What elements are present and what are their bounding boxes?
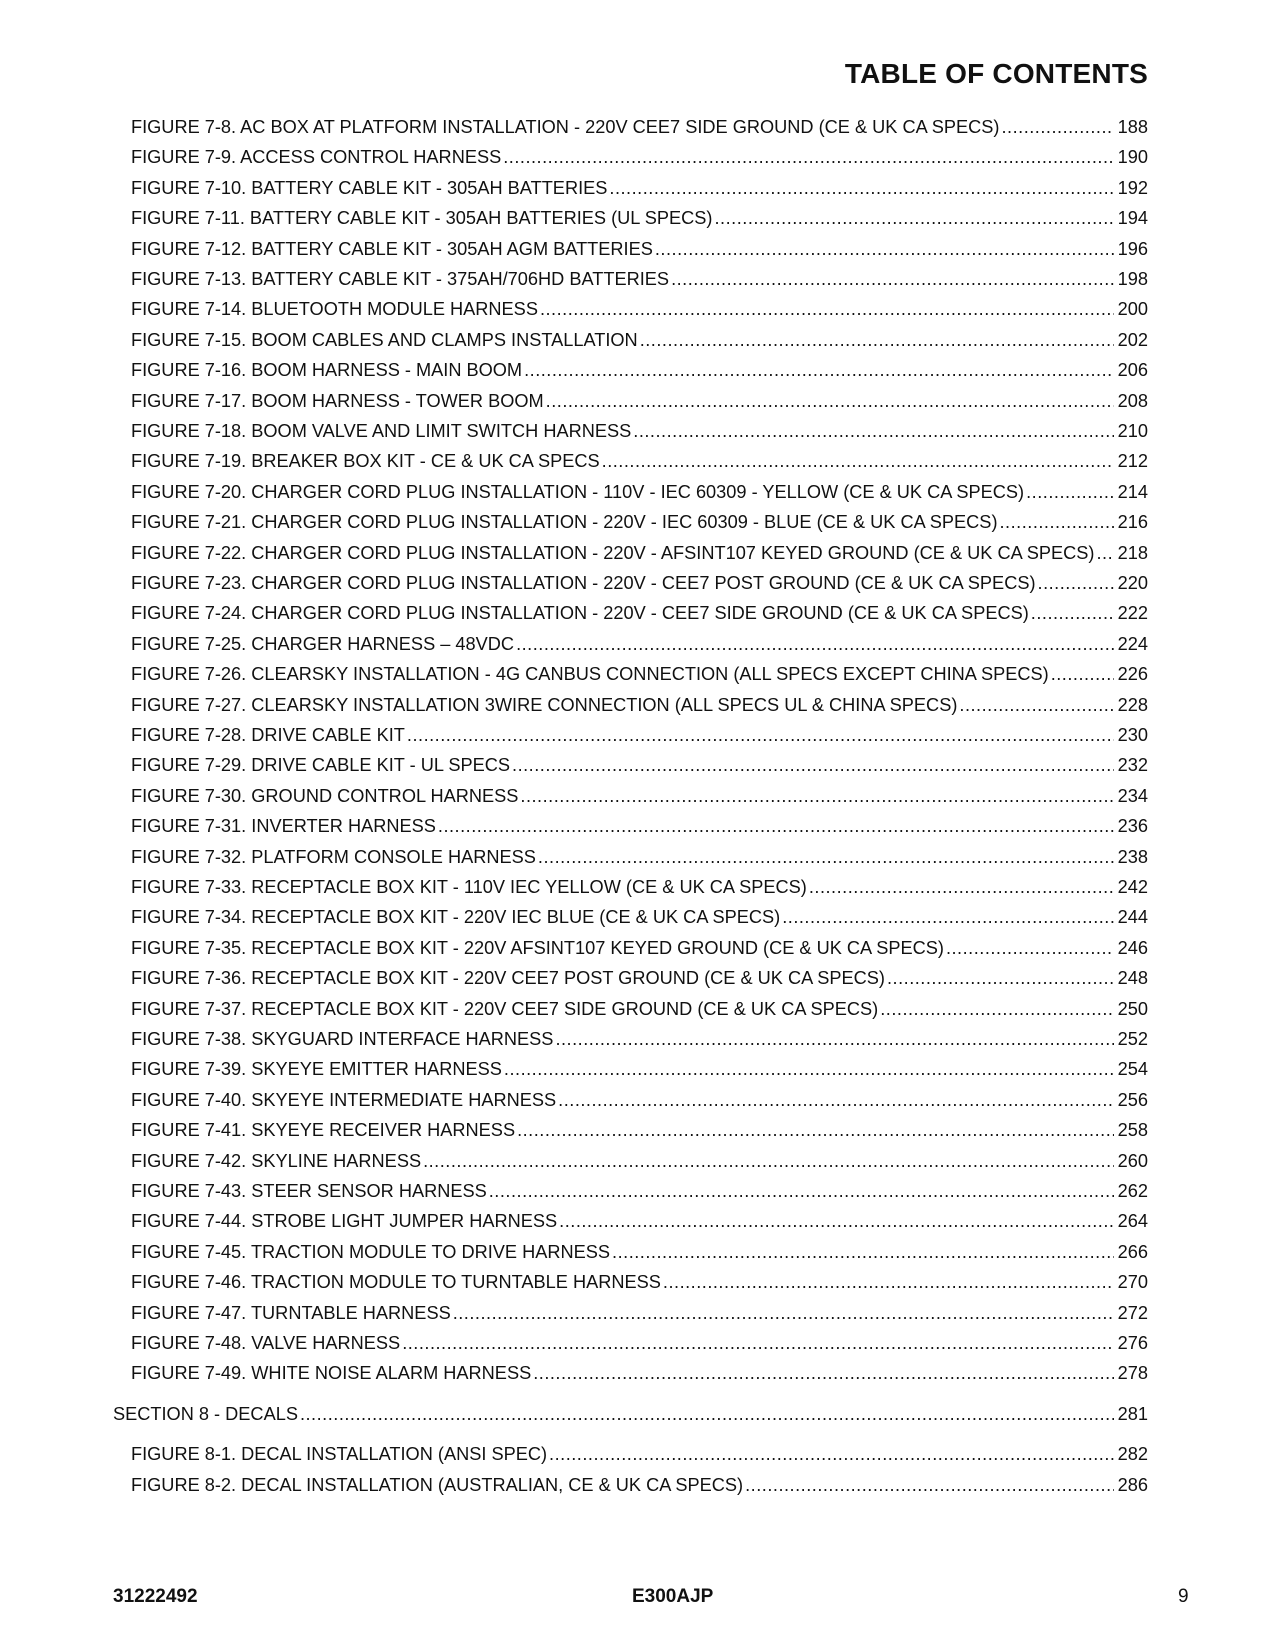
toc-entry-page: 281 bbox=[1117, 1403, 1148, 1424]
toc-entry[interactable] bbox=[131, 1435, 1148, 1465]
toc-entry[interactable] bbox=[131, 1354, 1148, 1384]
toc-entry[interactable] bbox=[131, 290, 1148, 320]
toc-entry-page: 216 bbox=[1117, 512, 1148, 533]
toc-entry[interactable] bbox=[131, 1142, 1148, 1172]
toc-entry[interactable] bbox=[131, 260, 1148, 290]
toc-section-entry[interactable] bbox=[113, 1395, 1148, 1425]
toc-entry-page: 206 bbox=[1117, 360, 1148, 381]
toc-entry-title: FIGURE 7-47. TURNTABLE HARNESS bbox=[131, 1302, 451, 1323]
dot-leader bbox=[517, 1119, 1114, 1141]
toc-entry-page: 262 bbox=[1117, 1181, 1148, 1201]
toc-entry[interactable] bbox=[131, 807, 1148, 837]
toc-entry-page: 228 bbox=[1117, 694, 1148, 715]
toc-entry-title: FIGURE 7-17. BOOM HARNESS - TOWER BOOM bbox=[131, 390, 544, 411]
toc-entry-page: 266 bbox=[1117, 1241, 1148, 1262]
dot-leader bbox=[1096, 542, 1113, 564]
toc-entry[interactable] bbox=[131, 351, 1148, 381]
toc-entry-title: FIGURE 8-2. DECAL INSTALLATION (AUSTRALIAN, CE & UK CA SPECS) bbox=[131, 1474, 744, 1495]
toc-entry-title: FIGURE 7-36. RECEPTACLE BOX KIT - 220V CEE7 POST GROUND (CE & UK CA SPECS) bbox=[131, 968, 885, 989]
page-title: TABLE OF CONTENTS bbox=[844, 58, 1148, 89]
toc-entry-page: 244 bbox=[1117, 907, 1148, 928]
toc-entry[interactable] bbox=[131, 1202, 1148, 1232]
dot-leader bbox=[1026, 481, 1114, 503]
toc-entry-page: 250 bbox=[1117, 998, 1148, 1019]
toc-entry-title: FIGURE 7-27. CLEARSKY INSTALLATION 3WIRE CONNECTION (ALL SPECS UL & CHINA SPECS) bbox=[131, 694, 958, 715]
dot-leader bbox=[300, 1403, 1114, 1425]
toc-entry-title: FIGURE 7-28. DRIVE CABLE KIT bbox=[131, 725, 405, 745]
dot-leader bbox=[946, 937, 1114, 959]
page-footer bbox=[0, 1586, 1275, 1614]
toc-entry[interactable] bbox=[131, 503, 1148, 533]
toc-entry-title: FIGURE 7-39. SKYEYE EMITTER HARNESS bbox=[131, 1059, 502, 1080]
toc-entry-page: 252 bbox=[1117, 1029, 1148, 1049]
toc-entry-title: FIGURE 7-33. RECEPTACLE BOX KIT - 110V IEC YELLOW (CE & UK CA SPECS) bbox=[131, 877, 807, 897]
dot-leader bbox=[520, 785, 1113, 807]
toc-entry-page: 218 bbox=[1117, 542, 1148, 563]
toc-entry-title: FIGURE 7-25. CHARGER HARNESS – 48VDC bbox=[131, 633, 515, 654]
page-number: 9 bbox=[1178, 1586, 1189, 1607]
toc-entry[interactable] bbox=[131, 169, 1148, 199]
toc-entry[interactable] bbox=[131, 625, 1148, 655]
dot-leader bbox=[489, 1180, 1114, 1202]
toc-entry-page: 248 bbox=[1117, 968, 1148, 989]
toc-entry-title: FIGURE 7-42. SKYLINE HARNESS bbox=[131, 1150, 422, 1171]
toc-entry-title: FIGURE 7-37. RECEPTACLE BOX KIT - 220V CEE7 SIDE GROUND (CE & UK CA SPECS) bbox=[131, 998, 879, 1019]
toc-entry-title: FIGURE 7-15. BOOM CABLES AND CLAMPS INSTALLATION bbox=[131, 329, 638, 350]
toc-entry[interactable] bbox=[131, 321, 1148, 351]
toc-entry-page: 222 bbox=[1117, 603, 1148, 624]
toc-entry-page: 210 bbox=[1117, 421, 1148, 441]
toc-entry-page: 220 bbox=[1117, 573, 1148, 593]
toc-entry[interactable] bbox=[131, 686, 1148, 716]
toc-entry[interactable] bbox=[131, 594, 1148, 624]
dot-leader bbox=[549, 1443, 1114, 1465]
toc-entry-title: FIGURE 7-30. GROUND CONTROL HARNESS bbox=[131, 785, 519, 806]
toc-entry[interactable] bbox=[131, 1172, 1148, 1202]
dot-leader bbox=[407, 724, 1114, 746]
toc-entry-page: 198 bbox=[1117, 269, 1148, 289]
toc-entry[interactable] bbox=[131, 1233, 1148, 1263]
toc-entry-page: 256 bbox=[1117, 1089, 1148, 1110]
toc-entry[interactable] bbox=[131, 898, 1148, 928]
toc-entry-page: 238 bbox=[1117, 846, 1148, 867]
toc-entry[interactable] bbox=[131, 868, 1148, 898]
dot-leader bbox=[1001, 116, 1113, 138]
dot-leader bbox=[1000, 511, 1114, 533]
dot-leader bbox=[438, 815, 1114, 837]
dot-leader bbox=[745, 1474, 1114, 1496]
toc-entry[interactable] bbox=[131, 564, 1148, 594]
toc-entry-page: 190 bbox=[1117, 147, 1148, 168]
toc-entry-page: 232 bbox=[1117, 755, 1148, 776]
toc-entry-title: FIGURE 7-35. RECEPTACLE BOX KIT - 220V AFSINT107 KEYED GROUND (CE & UK CA SPECS) bbox=[131, 937, 944, 958]
toc-entry-page: 260 bbox=[1117, 1150, 1148, 1171]
toc-entry-page: 192 bbox=[1117, 177, 1148, 198]
toc-entry-page: 286 bbox=[1117, 1474, 1148, 1495]
toc-entry-title: FIGURE 7-20. CHARGER CORD PLUG INSTALLATION - 110V - IEC 60309 - YELLOW (CE & UK CA SPECS) bbox=[131, 481, 1025, 502]
toc-entry-title: FIGURE 7-19. BREAKER BOX KIT - CE & UK CA SPECS bbox=[131, 451, 600, 472]
toc-entry-title: FIGURE 7-44. STROBE LIGHT JUMPER HARNESS bbox=[131, 1211, 558, 1232]
toc-entry-title: FIGURE 7-29. DRIVE CABLE KIT - UL SPECS bbox=[131, 755, 511, 776]
toc-entry-title: FIGURE 7-14. BLUETOOTH MODULE HARNESS bbox=[131, 299, 538, 320]
toc-entry-page: 234 bbox=[1117, 785, 1148, 806]
toc-entry-page: 258 bbox=[1117, 1120, 1148, 1141]
toc-entry-title: FIGURE 7-41. SKYEYE RECEIVER HARNESS bbox=[131, 1120, 516, 1141]
toc-entry-page: 200 bbox=[1117, 299, 1148, 320]
toc-entry-page: 278 bbox=[1117, 1363, 1148, 1384]
dot-leader bbox=[655, 238, 1114, 260]
dot-leader bbox=[558, 1089, 1113, 1111]
dot-leader bbox=[555, 1028, 1113, 1050]
toc-entry[interactable] bbox=[131, 716, 1148, 746]
toc-entry-title: FIGURE 7-11. BATTERY CABLE KIT - 305AH BATTERIES (UL SPECS) bbox=[131, 208, 713, 229]
toc-entry[interactable] bbox=[131, 1294, 1148, 1324]
toc-entry[interactable] bbox=[131, 1081, 1148, 1111]
toc-entry-title: FIGURE 7-16. BOOM HARNESS - MAIN BOOM bbox=[131, 360, 523, 381]
toc-entry[interactable] bbox=[131, 655, 1148, 685]
toc-entry-page: 246 bbox=[1117, 937, 1148, 958]
toc-entry-title: FIGURE 7-26. CLEARSKY INSTALLATION - 4G CANBUS CONNECTION (ALL SPECS EXCEPT CHINA SPECS) bbox=[131, 664, 1049, 685]
toc-entry-title: FIGURE 7-10. BATTERY CABLE KIT - 305AH BATTERIES bbox=[131, 177, 608, 198]
dot-leader bbox=[453, 1302, 1114, 1324]
dot-leader bbox=[612, 1241, 1114, 1263]
toc-entry[interactable] bbox=[131, 959, 1148, 989]
dot-leader bbox=[538, 846, 1114, 868]
toc-entry[interactable] bbox=[131, 199, 1148, 229]
toc-entry[interactable] bbox=[131, 929, 1148, 959]
toc-entry-title: FIGURE 7-22. CHARGER CORD PLUG INSTALLATION - 220V - AFSINT107 KEYED GROUND (CE & UK CA SPECS) bbox=[131, 542, 1095, 563]
toc-entry-title: FIGURE 7-32. PLATFORM CONSOLE HARNESS bbox=[131, 846, 536, 867]
dot-leader bbox=[423, 1150, 1114, 1172]
toc-entry-page: 282 bbox=[1117, 1444, 1148, 1465]
toc-entry-page: 212 bbox=[1117, 451, 1148, 472]
document-number: 31222492 bbox=[113, 1586, 198, 1607]
toc-entry[interactable] bbox=[131, 838, 1148, 868]
toc-entry[interactable] bbox=[131, 1111, 1148, 1141]
dot-leader bbox=[1038, 572, 1114, 594]
toc-entry-page: 242 bbox=[1117, 877, 1148, 897]
dot-leader bbox=[524, 359, 1114, 381]
toc-entry[interactable] bbox=[131, 990, 1148, 1020]
toc-entry-title: FIGURE 8-1. DECAL INSTALLATION (ANSI SPEC) bbox=[131, 1444, 548, 1465]
toc-entry-title: FIGURE 7-45. TRACTION MODULE TO DRIVE HARNESS bbox=[131, 1241, 611, 1262]
toc-entry-page: 224 bbox=[1117, 633, 1148, 654]
model-name: E300AJP bbox=[632, 1586, 714, 1607]
toc-entry-title: FIGURE 7-43. STEER SENSOR HARNESS bbox=[131, 1181, 487, 1201]
toc-entry[interactable] bbox=[131, 442, 1148, 472]
toc-entry-title: FIGURE 7-9. ACCESS CONTROL HARNESS bbox=[131, 147, 502, 168]
toc-entry-title: FIGURE 7-21. CHARGER CORD PLUG INSTALLATION - 220V - IEC 60309 - BLUE (CE & UK CA SPECS) bbox=[131, 512, 998, 533]
dot-leader bbox=[504, 1058, 1114, 1080]
toc-entry[interactable] bbox=[131, 746, 1148, 776]
dot-leader bbox=[640, 329, 1114, 351]
dot-leader bbox=[540, 298, 1114, 320]
toc-entry-title: FIGURE 7-18. BOOM VALVE AND LIMIT SWITCH HARNESS bbox=[131, 421, 632, 441]
dot-leader bbox=[887, 967, 1114, 989]
dot-leader bbox=[809, 876, 1114, 898]
dot-leader bbox=[959, 694, 1113, 716]
toc-entry-page: 208 bbox=[1117, 390, 1148, 411]
dot-leader bbox=[633, 420, 1113, 442]
toc-entry[interactable] bbox=[131, 1324, 1148, 1354]
toc-entry[interactable] bbox=[131, 138, 1148, 168]
toc-entry-title: FIGURE 7-34. RECEPTACLE BOX KIT - 220V IEC BLUE (CE & UK CA SPECS) bbox=[131, 907, 781, 928]
toc-entry[interactable] bbox=[131, 777, 1148, 807]
toc-entry-title: FIGURE 7-12. BATTERY CABLE KIT - 305AH AGM BATTERIES bbox=[131, 238, 653, 259]
toc-entry[interactable] bbox=[131, 1020, 1148, 1050]
toc-entry-page: 264 bbox=[1117, 1211, 1148, 1232]
toc-entry-page: 276 bbox=[1117, 1333, 1148, 1353]
dot-leader bbox=[602, 450, 1114, 472]
toc-entry-title: FIGURE 7-46. TRACTION MODULE TO TURNTABLE HARNESS bbox=[131, 1272, 661, 1293]
toc-entry-page: 188 bbox=[1117, 117, 1148, 137]
toc-entry-title: FIGURE 7-13. BATTERY CABLE KIT - 375AH/706HD BATTERIES bbox=[131, 269, 670, 289]
dot-leader bbox=[516, 633, 1114, 655]
dot-leader bbox=[1031, 602, 1114, 624]
toc-entry-title: SECTION 8 - DECALS bbox=[113, 1403, 298, 1424]
dot-leader bbox=[663, 1271, 1114, 1293]
dot-leader bbox=[512, 754, 1114, 776]
dot-leader bbox=[559, 1210, 1113, 1232]
dot-leader bbox=[533, 1362, 1113, 1384]
toc-entry-page: 270 bbox=[1117, 1272, 1148, 1293]
toc-entry[interactable] bbox=[131, 534, 1148, 564]
toc-entry[interactable] bbox=[131, 1050, 1148, 1080]
toc-entry-page: 202 bbox=[1117, 329, 1148, 350]
dot-leader bbox=[546, 390, 1114, 412]
toc-entry[interactable] bbox=[131, 1263, 1148, 1293]
toc-entry-title: FIGURE 7-40. SKYEYE INTERMEDIATE HARNESS bbox=[131, 1089, 557, 1110]
toc-entry-title: FIGURE 7-48. VALVE HARNESS bbox=[131, 1333, 401, 1353]
toc-entry-title: FIGURE 7-49. WHITE NOISE ALARM HARNESS bbox=[131, 1363, 532, 1384]
dot-leader bbox=[1051, 663, 1114, 685]
toc-entry-page: 230 bbox=[1117, 725, 1148, 745]
dot-leader bbox=[609, 177, 1113, 199]
toc-entry-title: FIGURE 7-24. CHARGER CORD PLUG INSTALLATION - 220V - CEE7 SIDE GROUND (CE & UK CA SPECS) bbox=[131, 603, 1029, 624]
toc-entry[interactable] bbox=[131, 412, 1148, 442]
toc-entry[interactable] bbox=[131, 230, 1148, 260]
toc-entry-page: 214 bbox=[1117, 481, 1148, 502]
toc-entry-page: 194 bbox=[1117, 208, 1148, 229]
toc-entry-page: 226 bbox=[1117, 664, 1148, 685]
toc-entry-page: 236 bbox=[1117, 816, 1148, 837]
toc-entry[interactable] bbox=[131, 108, 1148, 138]
toc-entry[interactable] bbox=[131, 473, 1148, 503]
dot-leader bbox=[782, 906, 1113, 928]
toc-entry-page: 272 bbox=[1117, 1302, 1148, 1323]
toc-entry[interactable] bbox=[131, 1466, 1148, 1496]
dot-leader bbox=[503, 146, 1113, 168]
toc-entry-page: 254 bbox=[1117, 1059, 1148, 1080]
toc-entry-page: 196 bbox=[1117, 238, 1148, 259]
dot-leader bbox=[880, 998, 1113, 1020]
toc-entry-title: FIGURE 7-38. SKYGUARD INTERFACE HARNESS bbox=[131, 1029, 554, 1049]
toc-entry-title: FIGURE 7-23. CHARGER CORD PLUG INSTALLATION - 220V - CEE7 POST GROUND (CE & UK CA SPECS) bbox=[131, 573, 1036, 593]
toc-entry[interactable] bbox=[131, 382, 1148, 412]
dot-leader bbox=[671, 268, 1114, 290]
toc-entry-title: FIGURE 7-8. AC BOX AT PLATFORM INSTALLATION - 220V CEE7 SIDE GROUND (CE & UK CA SPECS) bbox=[131, 117, 1000, 137]
dot-leader bbox=[715, 207, 1114, 229]
toc-entry-title: FIGURE 7-31. INVERTER HARNESS bbox=[131, 816, 436, 837]
dot-leader bbox=[402, 1332, 1113, 1354]
